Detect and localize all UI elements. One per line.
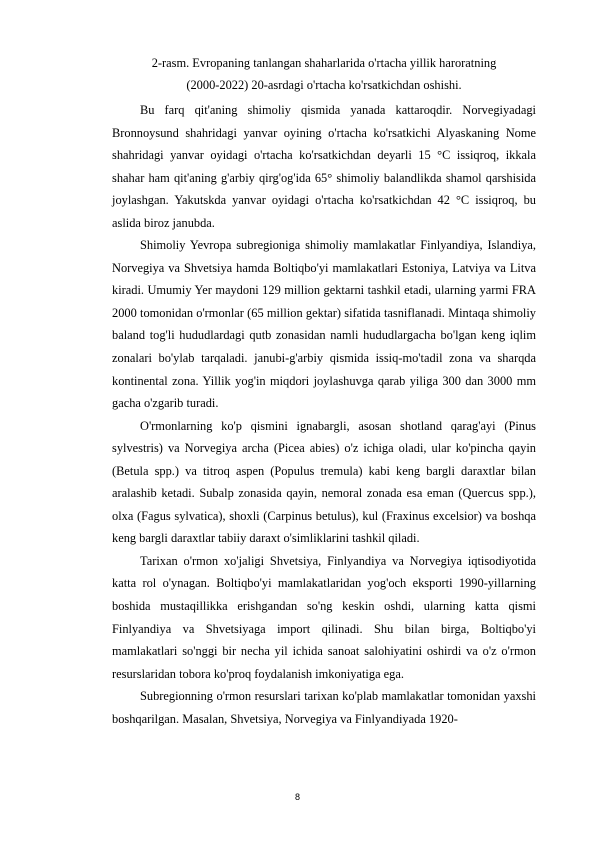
paragraph-forest-composition: O'rmonlarning ko'p qismini ignabargli, asosan shotland qarag'ayi (Pinus sylvestris) va Norvegiya archa (Picea abies) o'z ichiga oladi, ular ko'pincha qayin (Betula spp.) va titroq aspen (Populus tremula) kabi keng bargli daraxtlar bilan aralashib ketadi. Subalp zonasida qayin, nemoral zonada esa eman (Quercus spp.), olxa (Fagus sylvatica), shoxli (Carpinus betulus), kul (Fraxinus excelsior) va boshqa keng bargli daraxtlar tabiiy daraxt o'simliklarini tashkil qiladi. <box>112 418 536 546</box>
figure-caption-line-2: (2000-2022) 20-asrdagi o'rtacha ko'rsatkichdan oshishi. <box>186 78 462 92</box>
paragraph-temperature-difference: Bu farq qit'aning shimoliy qismida yanada kattaroqdir. Norvegiyadagi Bronnoysund shahridagi yanvar oyining o'rtacha ko'rsatkichi Alyaskaning Nome shahridagi yanvar oyidagi o'rtacha ko'rsatkichdan deyarli 15 °C issiqroq, ikkala shahar ham qit'aning g'arbiy qirg'og'ida 65° shimoliy balandlikda shamol qarshisida joylashgan. Yakutskda yanvar oyidagi o'rtacha ko'rsatkichdan 42 °C issiqroq, bu aslida biroz janubda. <box>112 103 536 230</box>
body-text <box>112 99 536 730</box>
figure-caption <box>112 55 536 99</box>
paragraph-northern-europe-subregion: Shimoliy Yevropa subregioniga shimoliy mamlakatlar Finlyandiya, Islandiya, Norvegiya va Shvetsiya hamda Boltiqbo'yi mamlakatlari Estoniya, Latviya va Litva kiradi. Umumiy Yer maydoni 129 million gektarni tashkil etadi, ularning yarmi FRA 2000 tomonidan o'rmonlar (65 million gektar) sifatida tasniflanadi. Mintaqa shimoliy baland tog'li hududlardagi qutb zonasidan namli hududlargacha bo'lgan keng iqlim zonalari bo'ylab tarqaladi. janubi-g'arbiy qismida issiq-mo'tadil zona va sharqda kontinental zona. Yillik yog'in miqdori joylashuvga qarab yiliga 300 dan 3000 mm gacha o'zgarib turadi. <box>112 238 536 411</box>
page-number: 8 <box>294 792 300 802</box>
figure-caption-line-1: 2-rasm. Evropaning tanlangan shaharlarida o'rtacha yillik haroratning <box>151 56 497 70</box>
paragraph-forest-management: Subregionning o'rmon resurslari tarixan ko'plab mamlakatlar tomonidan yaxshi boshqarilgan. Masalan, Shvetsiya, Norvegiya va Finlyandiyada 1920- <box>112 689 536 726</box>
paragraph-forestry-economy: Tarixan o'rmon xo'jaligi Shvetsiya, Finlyandiya va Norvegiya iqtisodiyotida katta rol o'ynagan. Boltiqbo'yi mamlakatlaridan yog'och eksporti 1990-yillarning boshida mustaqillikka erishgandan so'ng keskin oshdi, ularning katta qismi Finlyandiya va Shvetsiyaga import qilinadi. Shu bilan birga, Boltiqbo'yi mamlakatlari so'nggi bir necha yil ichida sanoat salohiyatini oshirdi va o'z o'rmon resurslaridan tobora ko'proq foydalanish imkoniyatiga ega. <box>112 553 536 681</box>
